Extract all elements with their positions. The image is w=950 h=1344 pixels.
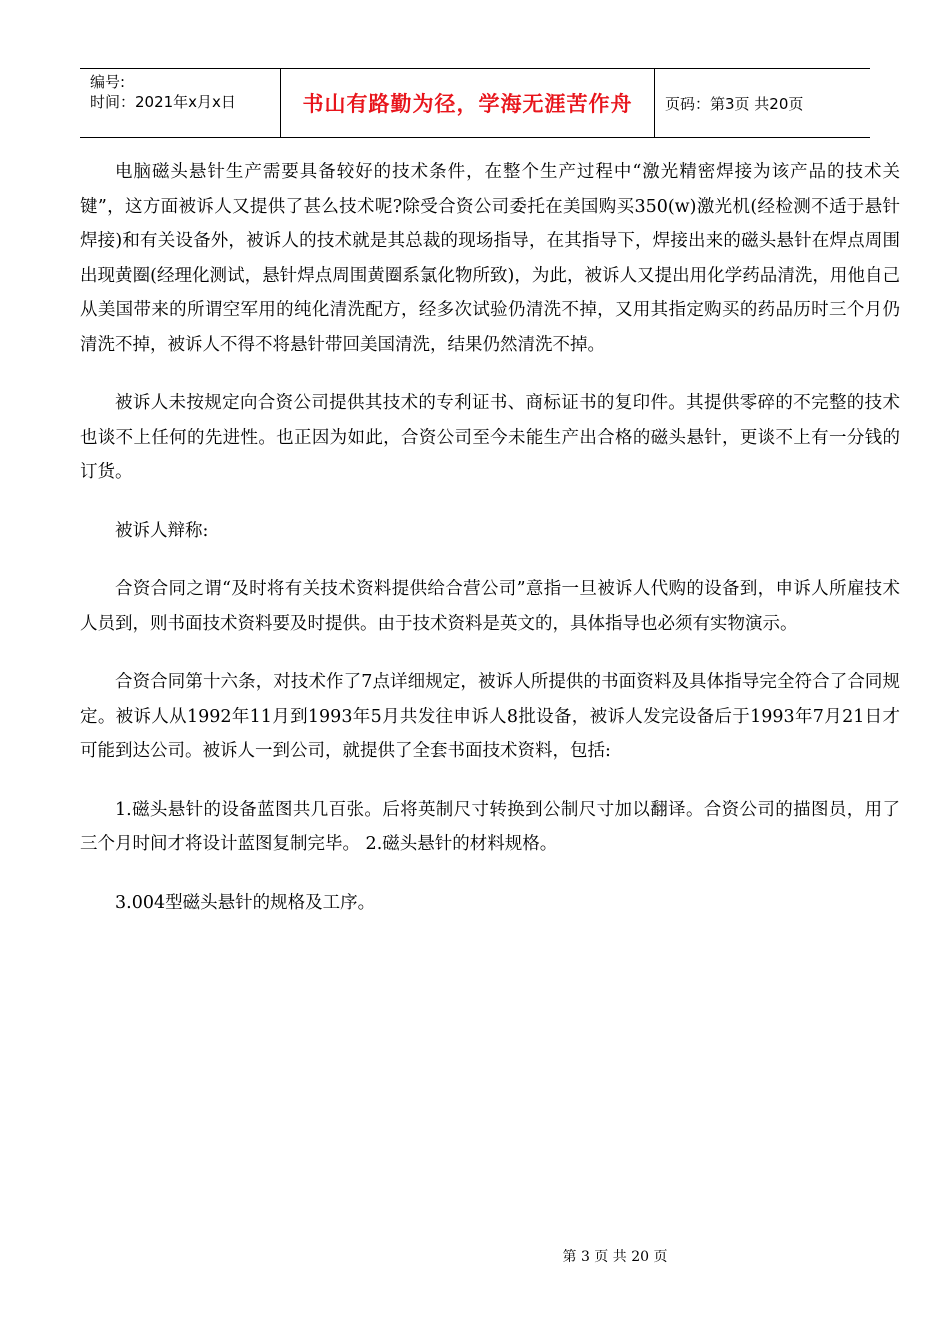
document-body — [80, 155, 900, 944]
list-item: 1.磁头悬针的设备蓝图共几百张。后将英制尺寸转换到公制尺寸加以翻译。合资公司的描图员，用了三个月时间才将设计蓝图复制完毕。 2.磁头悬针的材料规格。 — [80, 799, 900, 854]
body-paragraph: 合资合同之谓“及时将有关技术资料提供给合营公司”意指一旦被诉人代购的设备到，申诉人所雇技术人员到，则书面技术资料要及时提供。由于技术资料是英文的，具体指导也必须有实物演示。 — [80, 579, 900, 634]
body-paragraph: 被诉人未按规定向合资公司提供其技术的专利证书、商标证书的复印件。其提供零碎的不完整的技术也谈不上任何的先进性。也正因为如此，合资公司至今未能生产出合格的磁头悬针，更谈不上有一分钱的订货。 — [80, 393, 900, 482]
body-paragraph: 电脑磁头悬针生产需要具备较好的技术条件，在整个生产过程中“激光精密焊接为该产品的技术关键”，这方面被诉人又提供了甚么技术呢?除受合资公司委托在美国购买350(w)激光机(经检测不适于悬针焊接)和有关设备外，被诉人的技术就是其总裁的现场指导，在其指导下，焊接出来的磁头悬针在焊点周围出现黄圈(经理化测试，悬针焊点周围黄圈系氯化物所致)，为此，被诉人又提出用化学药品清洗，用他自己从美国带来的所谓空军用的纯化清洗配方，经多次试验仍清洗不掉，又用其指定购买的药品历时三个月仍清洗不掉，被诉人不得不将悬针带回美国清洗，结果仍然清洗不掉。 — [80, 162, 900, 355]
list-item: 3.004型磁头悬针的规格及工序。 — [115, 892, 376, 913]
body-paragraph: 合资合同第十六条，对技术作了7点详细规定，被诉人所提供的书面资料及具体指导完全符合了合同规定。被诉人从1992年11月到1993年5月共发往申诉人8批设备，被诉人发完设备后于1993年7月21日才可能到达公司。被诉人一到公司，就提供了全套书面技术资料，包括: — [80, 672, 900, 761]
header-page-number: 页码：第3页 共20页 — [665, 94, 804, 113]
document-code-label: 编号: — [90, 73, 126, 91]
header-meta — [80, 69, 281, 137]
body-paragraph: 被诉人辩称: — [115, 520, 209, 541]
document-header — [80, 68, 870, 138]
document-date: 时间：2021年x月x日 — [90, 93, 236, 111]
header-motto: 书山有路勤为径，学海无涯苦作舟 — [281, 69, 655, 137]
page-footer: 第 3 页 共 20 页 — [562, 1249, 668, 1265]
